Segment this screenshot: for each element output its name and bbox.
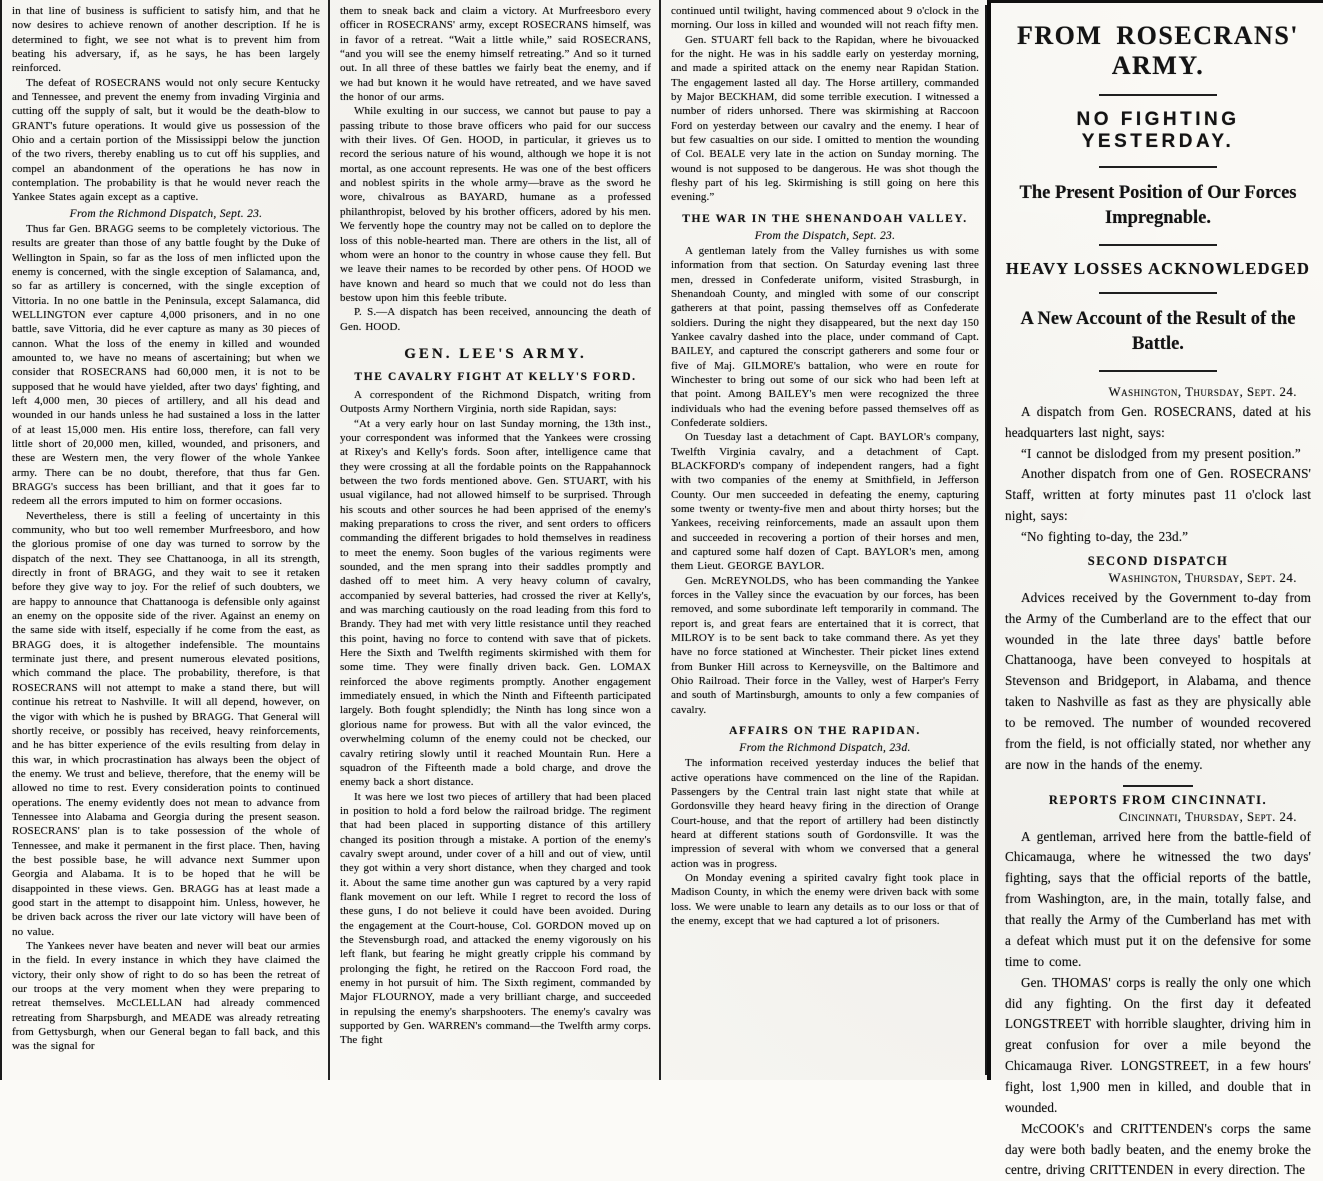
separator-rule [1099,166,1217,168]
subhead-reports-from-cincinnati: REPORTS FROM CINCINNATI. [1048,792,1268,807]
headline-gen-lees-army: GEN. LEE'S ARMY. [404,345,587,362]
article-dateline: Cincinnati, Thursday, Sept. 24. [1118,809,1297,824]
headline-heavy-losses-acknowledged: HEAVY LOSSES ACKNOWLEDGED [1005,258,1311,278]
separator-rule [1099,370,1217,372]
subhead-second-dispatch: SECOND DISPATCH [1087,553,1229,568]
separator-rule [1099,292,1217,294]
article-paragraph: Gen. THOMAS' corps is really the only one which did any fighting. On the first day it defeated LONGSTREET with horrible slaughter, driving him in great confusion for over a mile beyond the Chicamauga River. LONGSTREET, in a few hours' fight, lost 1,900 men in killed, and double that in wounded. [1005,974,1311,1115]
article-paragraph: McCOOK's and CRITTENDEN's corps the same day were both badly beaten, and the enemy broke the centre, driving CRITTENDEN in every direction. The [1005,1120,1311,1178]
headline-from-rosecrans-army: FROM ROSECRANS' ARMY. [1016,21,1299,80]
news-column-1 [0,0,330,1080]
article-dateline: From the Richmond Dispatch, 23d. [739,742,911,755]
separator-rule [1123,785,1193,787]
article-paragraph: Thus far Gen. BRAGG seems to be completely victorious. The results are greater than those of any battle fought by the Duke of Wellington in Spain, so far as the loss of men inflicted upon the enemy is concerned, with the single exception of Salamanca, and, so far as artillery is concerned, with the single exception of Vittoria. In no one battle in the Peninsula, except Salamanca, did WELLINGTON ever capture 4,000 prisoners, and in no one battle, save Vittoria, did he ever capture as many as 30 pieces of cannon. What the loss of the enemy in killed and wounded amounted to, we have no means of ascertaining; but when we consider that ROSECRANS had 60,000 men, it is not to be supposed that he would have yielded, after two days' fighting, and left 4,000 men, 30 pieces of artillery, and all his dead and wounded in our hands unless he had sustained a loss in the latter of at least 15,000 men. His entire loss, therefore, can fall very little short of 20,000 men, killed, wounded, and prisoners, and these are Western men, the very flower of the whole Yankee army. There can be no doubt, therefore, that thus far Gen. BRAGG's success has been brilliant, and that it goes far to redeem all the errors imputed to him on former occasions. [12,222,320,508]
article-paragraph: On Monday evening a spirited cavalry fight took place in Madison County, in which the enemy were driven back with some loss. We were unable to learn any details as to our loss or that of the enemy, except that we had captured a lot of prisoners. [671,871,979,927]
article-paragraph: On Tuesday last a detachment of Capt. BAYLOR's company, Twelfth Virginia cavalry, and a detachment of Capt. BLACKFORD's company of independent rangers, had a fight with two companies of the enemy at Smithfield, in Jefferson County. Our men succeeded in defeating the enemy, capturing some twenty or twenty-five men and about thirty horses; but the Yankees, receiving reinforcements, made an assault upon them and succeeded in recovering a portion of their horses and men, and captured some half dozen of Capt. BAYLOR's men, among them Lieut. GEORGE BAYLOR. [671,431,979,573]
headline-cavalry-fight-kellys-ford: THE CAVALRY FIGHT AT KELLY'S FORD. [354,370,637,383]
article-paragraph: “I cannot be dislodged from my present position.” [1021,445,1301,461]
headline-affairs-on-the-rapidan: AFFAIRS ON THE RAPIDAN. [729,725,921,738]
separator-rule [1099,244,1217,246]
news-column-4 [987,0,1323,1178]
article-paragraph: “At a very early hour on last Sunday morning, the 13th inst., your correspondent was informed that the Yankees were crossing at Rixey's and Kelly's fords. Soon after, intelligence came that they were crossing at all the fordable points on the Rappahannock between the two fords mentioned above. Gen. STUART, with his usual vigilance, had not allowed himself to be surprised. Through his scouts and other sources he had been apprised of the enemy's making preparations to cross the river, and sent orders to officers commanding the different brigades to hold themselves in readiness to meet the enemy. Soon bugles of the various regiments were sounded, and the men sprang into their saddles promptly and dashed off to meet him. A very heavy column of cavalry, accompanied by several batteries, had crossed the river at Kelly's, and was marching cautiously on the road leading from this ford to Brandy. They had met with very little resistance until they reached this point, having no force to contend with save that of pickets. Here the Sixth and Twelfth regiments skirmished with them for some time. They were finally driven back. Gen. LOMAX reinforced the above regiments promptly. Another engagement immediately ensued, in which the Ninth and Fifteenth participated largely. Both fought splendidly; the Ninth has long since won a glorious name for prowess. But with all the valor evinced, the overwhelming column of the enemy could not be checked, our cavalry retiring slowly until it reached Mountain Run. Here a squadron of the Fifteenth made a bold charge, and drove the enemy back a short distance. [340,417,651,789]
article-paragraph: Gen. STUART fell back to the Rapidan, where he bivouacked for the night. He was in his saddle early on yesterday morning, and made a spirited attack on the enemy near Rapidan Station. The engagement lasted all day. The Horse artillery, commanded by Major BECKHAM, did some terrible execution. I witnessed a number of riders unhorsed. There was skirmishing at Raccoon Ford on yesterday between our cavalry and the enemy. I hear of but few casualties on our side. I omitted to mention the wounding of Col. BEALE very late in the action on Sunday morning. The wound is not supposed to be dangerous. He was shot though the fleshy part of his leg. Skirmishing is still going on here this evening.” [671,33,979,204]
article-paragraph: The information received yesterday induces the belief that active operations have commenced on the line of the Rapidan. Passengers by the Central train last night state that while at Gordonsville they heard heavy firing in the direction of Orange Court-house, and that the report of artillery had been distinctly heard at different stations south of Gordonsville. It was the impression of several with whom we conversed that a general action was in progress. [671,757,979,870]
headline-no-fighting-yesterday: NO FIGHTING YESTERDAY. [1076,109,1240,152]
article-paragraph: Another dispatch from one of Gen. ROSECRANS' Staff, written at forty minutes past 11 o'clock last night, says: [1005,466,1311,524]
article-paragraph: A dispatch from Gen. ROSECRANS, dated at his headquarters last night, says: [1005,403,1311,440]
article-paragraph: them to sneak back and claim a victory. At Murfreesboro every officer in ROSECRANS' army, except ROSECRANS himself, was in favor of a retreat. “Wait a little while,” said ROSECRANS, “and you will see the enemy himself retreating.” And so it turned out. In all three of these battles we fairly beat the enemy, and if we had but known it he would have retreated, and we have saved the honor of our arms. [340,5,651,104]
headline-present-position-impregnable: The Present Position of Our Forces Impregnable. [1019,183,1297,228]
article-dateline: Washington, Thursday, Sept. 24. [1108,570,1297,585]
article-paragraph: “No fighting to-day, the 23d.” [1021,529,1189,545]
article-paragraph: The defeat of ROSECRANS would not only secure Kentucky and Tennessee, and prevent the enemy from invading Virginia and cutting off the supply of salt, but it would be the death-blow to GRANT's future operations. It would give us possession of the Ohio and a certain portion of the Mississippi below the junction of the two rivers, thereby enabling us to cut off his supplies, and compel an abandonment of the operations he has now in contemplation. The probability is that he would never reach the Yankee States again except as a captive. [12,76,320,204]
article-paragraph: A gentleman lately from the Valley furnishes us with some information from that section. On Saturday evening last three men, dressed in Confederate uniform, visited Strasburgh, in Shenandoah County, and mingled with some of our conscript gatherers at that point, passing themselves off as Confederate soldiers. During the night they disappeared, but the next day 150 Yankee cavalry dashed into the place, under command of Capt. BAILEY, and captured the conscript gatherers and some four or five of Maj. GILMORE's battalion, who were en route for Winchester to bring out some of our sick who had been left at that point. Among BAILEY's men were recognized the three individuals who had the evening before passed themselves off as Confederate soldiers. [671,244,979,429]
article-paragraph: The Yankees never have beaten and never will beat our armies in the field. In every instance in which they have claimed the victory, their only show of right to do so has been the retreat of our troops at the very moment when they were preparing to retreat themselves. McCLELLAN had already commenced retreating from Sharpsburgh, and MEADE was already retreating from Gettysburgh, when our General began to fall back, and this was the signal for [12,940,320,1053]
article-paragraph: While exulting in our success, we cannot but pause to pay a passing tribute to those brave officers who paid for our success with their lives. Of Gen. HOOD, in particular, it grieves us to record the serious nature of his wound, although we hope it is not mortal, as one account represents. He was one of the best officers and noblest spirits in the whole army—brave as the sword he wore, chivalrous as BAYARD, humane as a professed philanthropist, beloved by his brother officers, adored by his men. We fervently hope the country may not be called on to deplore the loss of this noble-hearted man. There are others in the list, all of whom were an honor to the country in whose cause they fell. But we leave their names to be recorded by other pens. Of HOOD we have known and heard so much that we could not do less than bestow upon him this feeble tribute. [340,105,651,304]
article-dateline: From the Richmond Dispatch, Sept. 23. [69,207,263,220]
headline-war-in-shenandoah-valley: THE WAR IN THE SHENANDOAH VALLEY. [682,212,968,225]
article-paragraph: A correspondent of the Richmond Dispatch, writing from Outposts Army Northern Virginia, north side Rapidan, says: [340,388,651,416]
news-column-2 [330,0,661,1080]
article-paragraph: A gentleman, arrived here from the battle-field of Chicamauga, where he witnessed the two days' fighting, says that the official reports of the battle, from Washington, are, in the main, totally false, and that really the Army of the Cumberland has met with a defeat which must put it on the defensive for some time to come. [1005,828,1311,969]
separator-rule [1099,94,1217,96]
news-column-3 [661,0,987,1080]
article-paragraph: in that line of business is sufficient to satisfy him, and that he now desires to achieve renown of another description. If he is determined to fight, we see not what is to prevent him from beating his adversary, if, as he says, he has been largely reinforced. [12,5,320,75]
article-paragraph: Gen. McREYNOLDS, who has been commanding the Yankee forces in the Valley since the evacuation by our forces, has been removed, and some subordinate left temporarily in command. The report is, and great fears are entertained that it is correct, that MILROY is to be sent back to take command there. As yet they have no force stationed at Winchester. Their picket lines extend from Bunker Hill across to Kerneysville, on the Baltimore and Ohio Railroad. Their force in the Valley, west of Harper's Ferry and south of Martinsburgh, amounts to only a few companies of cavalry. [671,574,979,716]
article-paragraph: It was here we lost two pieces of artillery that had been placed in position to hold a ford below the railroad bridge. The regiment that had been placed in supporting distance of this artillery changed its position through a mistake. A portion of the enemy's cavalry swept around, under cover of a hill and out of view, until they got within a very short distance, when they charged and took it. About the same time another gun was captured by a very rapid flank movement on our left. While I regret to record the loss of these guns, I do not believe it could have been avoided. During the engagement at the Court-house, Col. GORDON moved up on the Stevensburgh road, and attacked the enemy vigorously on his left flank, but fearing he might greatly cripple his command by prolonging the fight, he retired on the Raccoon Ford road, the enemy in hot pursuit of him. The Sixth regiment, commanded by Major FLOURNOY, made a very brilliant charge, and succeeded in repulsing the enemy's sharpshooters. The enemy's cavalry was supported by Gen. WARREN's command—the Twelfth army corps. The fight [340,790,651,1047]
headline-new-account-of-battle: A New Account of the Result of the Battle. [1020,308,1296,354]
article-paragraph: Advices received by the Government to-day from the Army of the Cumberland are to the effect that our wounded in the late three days' battle before Chattanooga, have been conveyed to hospitals at Stevenson and Bridgeport, in Alabama, and thence taken to Nashville as fast as they are physically able to be removed. The number of wounded recovered from the field, is not officially stated, nor whether any are now in the hands of the enemy. [1005,589,1311,772]
article-paragraph: P. S.—A dispatch has been received, announcing the death of Gen. HOOD. [340,306,651,333]
article-dateline: Washington, Thursday, Sept. 24. [1108,384,1297,399]
article-paragraph: Nevertheless, there is still a feeling of uncertainty in this community, who but too well remember Murfreesboro, and how the glorious promise of one day was turned to sorrow by the dispatch of the next. They see Chattanooga, in all its strength, directly in front of BRAGG, and they wait to see it retaken before they give way to joy. For the relief of such doubters, we are happy to announce that Chattanooga is defensible only against an enemy on the opposite side of the river. Against an enemy on the same side with itself, especially if he come from the east, as BRAGG does, it is altogether indefensible. The mountains terminate just there, and present numerous elevated positions, which command the place. The probability, therefore, is that ROSECRANS will not attempt to make a stand there, but will continue his retreat to Nashville. It will all depend, however, on the vigor with which he is pushed by BRAGG. That General will shortly receive, or possibly has received, heavy reinforcements, and he has bitter experience of the evils resulting from delay in this war, in which procrastination has always been the object of the enemy. We trust and believe, therefore, that the enemy will be allowed no time to rest. Every consideration points to continued operations. The enemy evidently does not mean to advance from Tennessee into Alabama and Georgia during the present season. ROSECRANS' plan is to take possession of the whole of Tennessee, and make it permanent in the first place. Then, having the best possible base, he will advance next Summer upon Georgia and Alabama. It is to be hoped that he will be disappointed in these views. Gen. BRAGG has at least made a good start in the attempt to disappoint him. Unless, however, he be driven back across the river our late victory will have been of no value. [12,509,320,938]
article-paragraph: continued until twilight, having commenced about 9 o'clock in the morning. Our loss in killed and wounded will not reach fifty men. [671,5,979,32]
article-dateline: From the Dispatch, Sept. 23. [754,229,896,242]
